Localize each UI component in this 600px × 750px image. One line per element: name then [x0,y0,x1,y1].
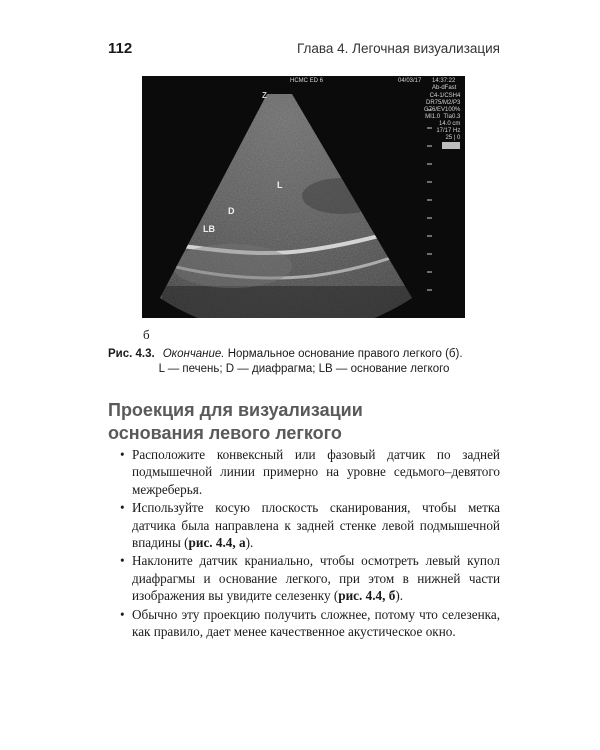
label-lung-base: LB [203,224,215,234]
label-liver: L [277,180,283,190]
svg-text:Z: Z [262,91,267,100]
caption-italic: Окончание. [162,348,225,360]
ultrasound-scan-graphic [142,76,465,318]
list-item: • Используйте косую плоскость сканирования, чтобы метка датчика была направлена к задней стенке левой подмышечной впадины (рис. 4.4, а). [120,499,500,551]
list-item: • Обычно эту проекцию получить сложнее, потому что селезенка, как правило, дает менее качественное акустическое окно. [120,606,500,641]
scanner-id-text: HCMC ED 6 [290,78,324,84]
caption-label: Рис. 4.3. [108,348,155,360]
page-number: 112 [108,40,133,57]
scan-time: 14:37:22 [432,78,456,84]
scan-mode: Ab-dFast [432,85,457,91]
label-diaphragm: D [228,206,235,216]
figure-caption [108,347,500,377]
ultrasound-image [142,76,465,318]
section-title-line-2: основания левого легкого [108,423,342,443]
figure-sublabel: б [143,327,150,342]
list-item: • Наклоните датчик краниально, чтобы осмотреть левый купол диафрагмы и основание легкого, при этом в нижней части изображения вы увидите селезенку (рис. 4.4, б). [120,552,500,604]
scan-settings: C4-1/CSH4 DR75/M2/P3 G76/EV100% MI1.0 TIa0.3 14.0 cm 17/17 Hz 25 | 0 [424,93,461,141]
scan-date: 04/03/17 [398,78,422,84]
instruction-list [120,446,500,641]
list-item: • Расположите конвексный или фазовый датчик по задней подмышечной линии примерно на уровне седьмого–девятого межреберья. [120,446,500,498]
caption-text-1: Нормальное основание правого легкого (б). [227,348,463,360]
section-title-line-1: Проекция для визуализации [108,400,363,420]
figure-reference: рис. 4.4, а [188,535,246,551]
section-heading [108,399,508,445]
caption-text-2: L — печень; D — диафрагма; LB — основание легкого [158,363,450,375]
running-header: Глава 4. Легочная визуализация [296,41,500,56]
figure-reference: рис. 4.4, б [338,588,396,604]
